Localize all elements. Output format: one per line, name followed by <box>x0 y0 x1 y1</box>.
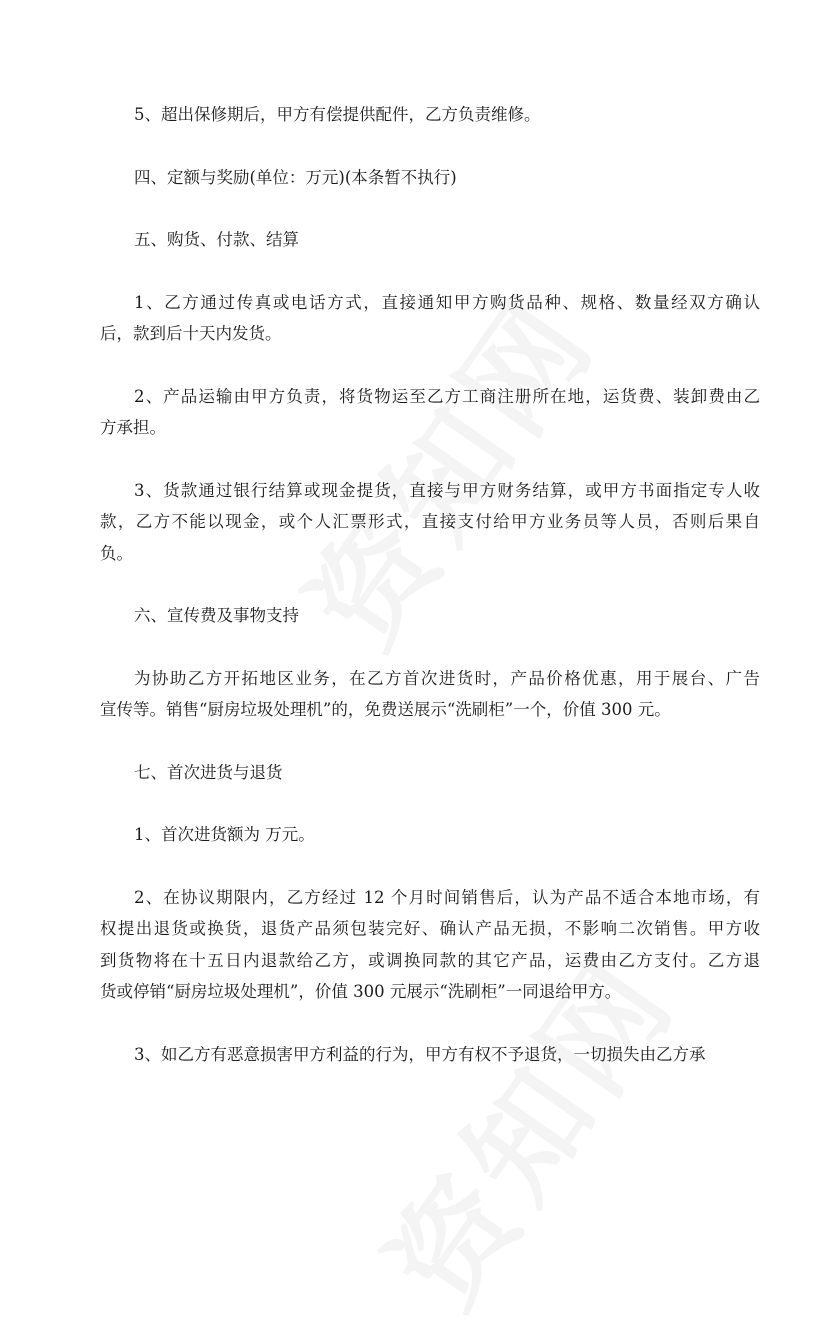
text-line: 货或停销“厨房垃圾处理机”，价值 300 元展示“洗刷柜”一同退给甲方。 <box>100 982 622 1001</box>
text-line: 2、在协议期限内，乙方经过 12 个月时间销售后，认为产品不适合本地市场，有 <box>134 887 760 907</box>
paragraph <box>100 600 760 632</box>
text-line: 七、首次进货与退货 <box>134 762 283 782</box>
text-line: 方承担。 <box>100 418 166 437</box>
text-line: 为协助乙方开拓地区业务，在乙方首次进货时，产品价格优惠，用于展台、广告 <box>134 668 760 688</box>
paragraph <box>100 162 760 194</box>
text-line: 四、定额与奖励(单位：万元)(本条暂不执行) <box>134 167 457 187</box>
text-line: 六、宣传费及事物支持 <box>134 606 299 625</box>
text-line: 款，乙方不能以现金，或个人汇票形式，直接支付给甲方业务员等人员，否则后果自 <box>100 512 760 531</box>
text-line: 3、如乙方有恶意损害甲方利益的行为，甲方有权不予退货，一切损失由乙方承 <box>134 1044 706 1064</box>
paragraph <box>100 99 760 131</box>
text-line: 5、超出保修期后，甲方有偿提供配件，乙方负责维修。 <box>134 105 541 124</box>
text-line: 3、货款通过银行结算或现金提货，直接与甲方财务结算，或甲方书面指定专人收 <box>134 480 760 500</box>
text-line: 五、购货、付款、结算 <box>134 230 299 249</box>
text-line: 宣传等。销售“厨房垃圾处理机”的，免费送展示“洗刷柜”一个，价值 300 元。 <box>100 700 671 719</box>
paragraph <box>100 381 760 444</box>
document-page <box>100 99 760 1101</box>
paragraph <box>100 757 760 789</box>
text-line: 到货物将在十五日内退款给乙方，或调换同款的其它产品，运费由乙方支付。乙方退 <box>100 950 760 970</box>
paragraph <box>100 882 760 1008</box>
text-line: 权提出退货或换货，退货产品须包装完好、确认产品无损，不影响二次销售。甲方收 <box>100 919 760 938</box>
text-line: 1、首次进货额为 万元。 <box>134 825 315 844</box>
paragraph <box>100 287 760 350</box>
paragraph <box>100 663 760 726</box>
paragraph <box>100 224 760 256</box>
paragraph <box>100 475 760 570</box>
paragraph <box>100 819 760 851</box>
text-line: 1、乙方通过传真或电话方式，直接通知甲方购货品种、规格、数量经双方确认 <box>134 292 760 312</box>
paragraph <box>100 1039 760 1071</box>
text-line: 负。 <box>100 543 133 563</box>
text-line: 后，款到后十天内发货。 <box>100 324 282 343</box>
text-line: 2、产品运输由甲方负责，将货物运至乙方工商注册所在地，运货费、装卸费由乙 <box>134 386 760 406</box>
